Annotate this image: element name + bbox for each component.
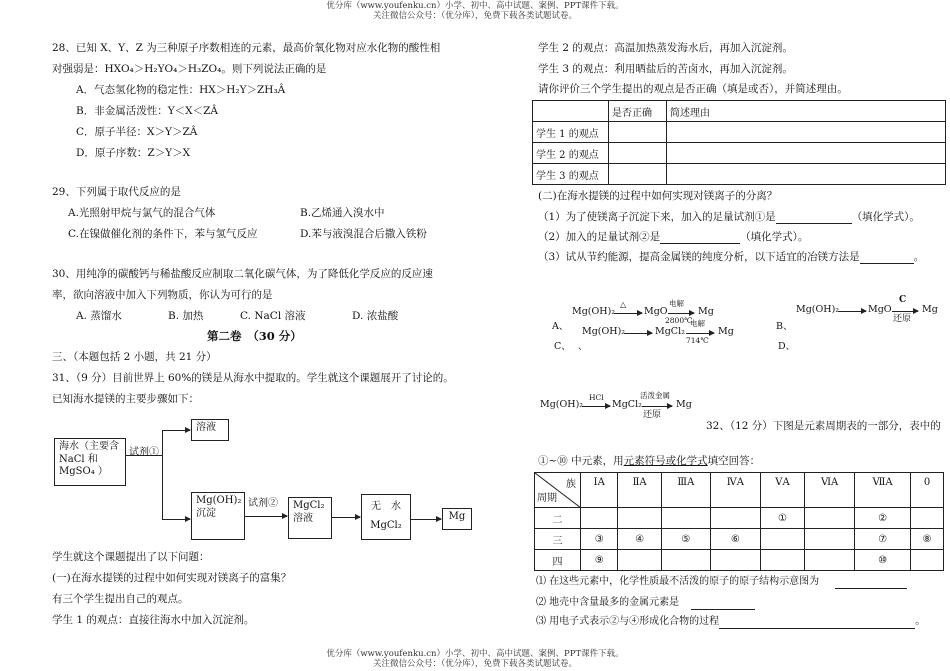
q31-stem-line2: 已知海水提镁的主要步骤如下： [52, 393, 199, 405]
element-cell [710, 550, 760, 571]
element-cell: ⑥ [710, 529, 760, 550]
option-b-mid: MgO [868, 304, 892, 315]
option-c-mid: MgCl₂ [655, 326, 685, 337]
group-header: ⅦA [855, 473, 911, 508]
q32-sub3-end: 。 [915, 616, 926, 627]
q30-option-a: A. 蒸馏水 [76, 310, 122, 322]
option-b-label: B、 [776, 321, 793, 332]
eval-cell-correct[interactable] [609, 143, 667, 164]
flow-anhydrous-label: 无 水 [371, 501, 401, 512]
q30-stem-line1: 30、用纯净的碳酸钙与稀盐酸反应制取二氧化碳气体，为了降低化学反应的反应速 [52, 268, 433, 280]
element-cell: ② [855, 508, 911, 529]
q28-stem-line1: 28、已知 X、Y、Z 为三种原子序数相连的元素，最高价氧化物对应水化物的酸性相 [52, 42, 441, 54]
q28-option-d: D．原子序数：Z＞Y＞X [76, 147, 191, 159]
q32-sub3-text: ⑶ 用电子式表示②与④形成化合物的过程 [536, 616, 720, 627]
option-d-cond-bot: 还原 [643, 410, 662, 420]
q30-stem-line2: 率，欲向溶液中加入下列物质，你认为可行的是 [52, 289, 273, 301]
element-cell [618, 508, 661, 529]
q32-sub1-text: ⑴ 在这些元素中，化学性质最不活泼的原子的原子结构示意图为 [536, 576, 820, 587]
option-d-end: Mg [676, 399, 692, 410]
q31-three-students: 有三个学生提出自己的观点。 [52, 593, 189, 605]
element-cell [805, 550, 855, 571]
element-cell [911, 550, 944, 571]
page-header-line2: 关注微信公众号：（优分库），免费下载各类试题试卷。 [372, 11, 577, 21]
element-cell: ① [760, 508, 804, 529]
q31-p2 [538, 231, 808, 244]
eval-cell-correct[interactable] [609, 122, 667, 143]
option-c-cond-top: 电解 [690, 319, 705, 328]
q31-p2-end: （填化学式）。 [740, 231, 809, 243]
corner-group-label: 族 [566, 479, 576, 490]
flow-reagent1-label: 试剂① [129, 447, 159, 458]
q31-p2-text: （2）加入的足量试剂②是 [538, 231, 661, 243]
option-c-end: Mg [718, 326, 734, 337]
q31-p1 [538, 211, 920, 224]
element-cell: ⑨ [581, 550, 618, 571]
flow-mgoh2-label: Mg(OH)₂ [196, 495, 242, 506]
page-header-line1: 优分库（www.youfenku.cn）小学、初中、高中试题、案例、PPT课件下载。 [326, 1, 624, 11]
corner-period-label: 周期 [537, 493, 557, 504]
option-d-cond-top: 活泼金属 [640, 391, 670, 400]
q32-stem2-post: 填空回答： [707, 455, 761, 467]
q28-stem-line2: 对强弱是：HXO₄＞H₂YO₄＞H₃ZO₄。则下列说法正确的是 [52, 63, 327, 75]
element-cell [661, 508, 710, 529]
q31-stem-line1: 31、（9 分）目前世界上 60%的镁是从海水中提取的。学生就这个课题展开了讨论的。 [52, 372, 454, 384]
option-b-cond-bot: 还原 [893, 314, 912, 324]
element-cell: ③ [581, 529, 618, 550]
option-a-label: A、 [552, 321, 569, 332]
option-c-start: Mg(OH)₂ [582, 326, 626, 337]
flow-precip-label: 沉淀 [196, 507, 216, 519]
flow-seawater-box: 海水（主要含 NaCl 和 MgSO₄ ） [54, 438, 126, 486]
period-label: 二 [535, 508, 581, 529]
flow-mgcl2-sol-label1: MgCl₂ [293, 500, 325, 511]
q31-p3-end: 。 [913, 251, 925, 263]
option-d-arrow2 [642, 406, 672, 407]
eval-cell-reason[interactable] [667, 122, 946, 143]
period-label: 三 [535, 529, 581, 550]
option-a-start: Mg(OH)₂ [572, 306, 616, 317]
eval-cell-reason[interactable] [667, 143, 946, 164]
option-d-label: D、 [778, 341, 796, 352]
option-d-arrow1 [582, 406, 610, 407]
flow-arrow-to-solution [162, 430, 190, 431]
option-c-arrow1 [624, 333, 652, 334]
q31-raise: 学生就这个课题提出了以下问题： [52, 551, 210, 563]
element-cell [618, 550, 661, 571]
periodic-table [534, 472, 944, 571]
option-a-end: Mg [698, 306, 714, 317]
group-header: IA [581, 473, 618, 508]
flow-mg-box: Mg [442, 508, 472, 530]
group-header: 0 [911, 473, 944, 508]
element-cell [805, 508, 855, 529]
group-header: ⅤA [760, 473, 804, 508]
q29-option-c: C.在镍做催化剂的条件下，苯与氢气反应 [68, 228, 258, 240]
eval-row-student3: 学生 3 的观点 [533, 164, 609, 185]
flow-mgoh2-box [191, 492, 245, 540]
element-cell [760, 550, 804, 571]
flow-arrow-to-anhydrous [332, 517, 360, 518]
q31-evaluate: 请你评价三个学生提出的观点是否正确（填是或否），并简述理由。 [538, 83, 848, 95]
element-cell [911, 508, 944, 529]
q32-sub2-text: ⑵ 地壳中含量最多的金属元素是 [536, 597, 680, 608]
q32-sub2-blank[interactable] [691, 597, 755, 610]
q28-option-c: C．原子半径：X＞Y＞ZÂ [76, 126, 198, 138]
flow-arrow-to-mgoh2 [162, 519, 190, 520]
group-header: ⅣA [710, 473, 760, 508]
q31-student3: 学生 3 的观点：利用晒盐后的苦卤水，再加入沉淀剂。 [538, 63, 793, 75]
q29-option-a: A.光照射甲烷与氯气的混合气体 [68, 207, 216, 219]
q31-p3 [538, 251, 924, 264]
q32-sub3 [536, 616, 925, 629]
q31-part2: (二)在海水提镁的过程中如何实现对镁离子的分离？ [538, 190, 778, 202]
q31-p2-blank[interactable] [660, 231, 740, 244]
option-c-arrow2 [686, 333, 714, 334]
q32-sub2 [536, 597, 755, 610]
eval-row-student2: 学生 2 的观点 [533, 143, 609, 164]
element-cell: ⑦ [855, 529, 911, 550]
option-d-mid: MgCl₂ [612, 399, 642, 410]
q28-option-a: A．气态氢化物的稳定性：HX＞H₂Y＞ZH₃Â [76, 84, 286, 96]
option-a-cond-bot: 2800℃ [665, 316, 693, 325]
flow-mgcl2-solution-box [288, 497, 332, 539]
flow-arrow-to-mgcl2 [245, 516, 287, 517]
q32-sub1-blank[interactable] [835, 576, 907, 589]
element-cell: ⑩ [855, 550, 911, 571]
option-c-cond-bot: 714℃ [686, 336, 709, 345]
option-b-arrow2 [892, 311, 918, 312]
evaluation-table [532, 100, 946, 185]
element-cell: ④ [618, 529, 661, 550]
flow-mgcl2-label: MgCl₂ [370, 520, 402, 531]
q31-p3-text: （3）试从节约能源，提高金属镁的纯度分析，以下适宜的冶镁方法是 [538, 251, 860, 263]
option-c-extra: 、 [578, 341, 588, 352]
q32-sub1 [536, 576, 907, 589]
element-cell [661, 550, 710, 571]
option-b-end: Mg [922, 304, 938, 315]
flow-reagent2-label: 试剂② [248, 498, 278, 509]
page-footer-line2: 关注微信公众号：（优分库），免费下载各类试题试卷。 [372, 659, 577, 669]
q30-option-b: B. 加热 [168, 310, 204, 322]
q31-student2: 学生 2 的观点：高温加热蒸发海水后，再加入沉淀剂。 [538, 42, 793, 54]
q31-p1-blank[interactable] [776, 211, 852, 224]
option-a-heat-icon: △ [620, 300, 627, 309]
element-cell: ⑤ [661, 529, 710, 550]
element-cell [710, 508, 760, 529]
flow-solution-box: 溶液 [191, 419, 229, 441]
flow-mgcl2-sol-label2: 溶液 [293, 512, 313, 524]
q32-stem-line2 [538, 455, 760, 467]
page-footer-line1: 优分库（www.youfenku.cn）小学、初中、高中试题、案例、PPT课件下载。 [326, 649, 624, 659]
flow-branch-vertical [162, 430, 163, 519]
q32-stem2-underlined: 元素符号或化学式 [623, 455, 708, 467]
q31-p1-text: （1）为了使镁离子沉淀下来，加入的足量试剂①是 [538, 211, 776, 223]
eval-cell-correct[interactable] [609, 164, 667, 185]
q31-p3-blank[interactable] [860, 251, 914, 264]
group-header: ⅢA [661, 473, 710, 508]
element-cell [760, 529, 804, 550]
eval-header-empty [533, 101, 609, 122]
eval-row-student1: 学生 1 的观点 [533, 122, 609, 143]
option-a-arrow2 [668, 313, 694, 314]
eval-header-correct: 是否正确 [609, 101, 667, 122]
eval-header-reason: 简述理由 [667, 101, 946, 122]
eval-cell-reason[interactable] [667, 164, 946, 185]
option-c-label: C、 [554, 341, 571, 352]
section3-heading: 三、（本题包括 2 小题，共 21 分） [52, 351, 217, 363]
element-cell: ⑧ [911, 529, 944, 550]
option-a-cond-top: 电解 [669, 299, 684, 308]
q30-option-d: D. 浓盐酸 [352, 310, 399, 322]
option-d-start: Mg(OH)₂ [540, 399, 584, 410]
q32-stem2-pre: ①~⑩ 中元素，用 [538, 455, 624, 467]
q29-option-d: D.苯与液溴混合后撒入铁粉 [300, 228, 427, 240]
part2-title: 第二卷 （30 分） [207, 329, 302, 343]
option-b-start: Mg(OH)₂ [796, 304, 840, 315]
element-cell [805, 529, 855, 550]
flow-arrow-to-mg [411, 519, 441, 520]
option-b-cond-top: C [899, 295, 907, 305]
q30-option-c: C. NaCl 溶液 [240, 310, 306, 322]
q31-student1: 学生 1 的观点：直接往海水中加入沉淀剂。 [52, 614, 255, 626]
period-label: 四 [535, 550, 581, 571]
q31-p1-end: （填化学式）。 [851, 211, 920, 223]
q28-option-b: B．非金属活泼性：Y＜X＜ZÂ [76, 105, 219, 117]
element-cell [581, 508, 618, 529]
q29-stem: 29、下列属于取代反应的是 [52, 186, 181, 198]
option-d-cond1: HCl [589, 393, 604, 402]
q31-part1: (一)在海水提镁的过程中如何实现对镁离子的富集？ [52, 572, 292, 584]
periodic-table-corner [535, 473, 581, 508]
flow-anhydrous-box [361, 494, 411, 540]
option-b-arrow1 [838, 311, 866, 312]
option-a-arrow1 [614, 313, 642, 314]
q29-option-b: B.乙烯通入溴水中 [300, 207, 385, 219]
option-a-mid: MgO [644, 306, 668, 317]
q32-sub3-blank[interactable] [719, 616, 915, 629]
group-header: ⅡA [618, 473, 661, 508]
group-header: ⅥA [805, 473, 855, 508]
q32-stem-line1: 32、（12 分）下图是元素周期表的一部分，表中的 [706, 420, 941, 432]
